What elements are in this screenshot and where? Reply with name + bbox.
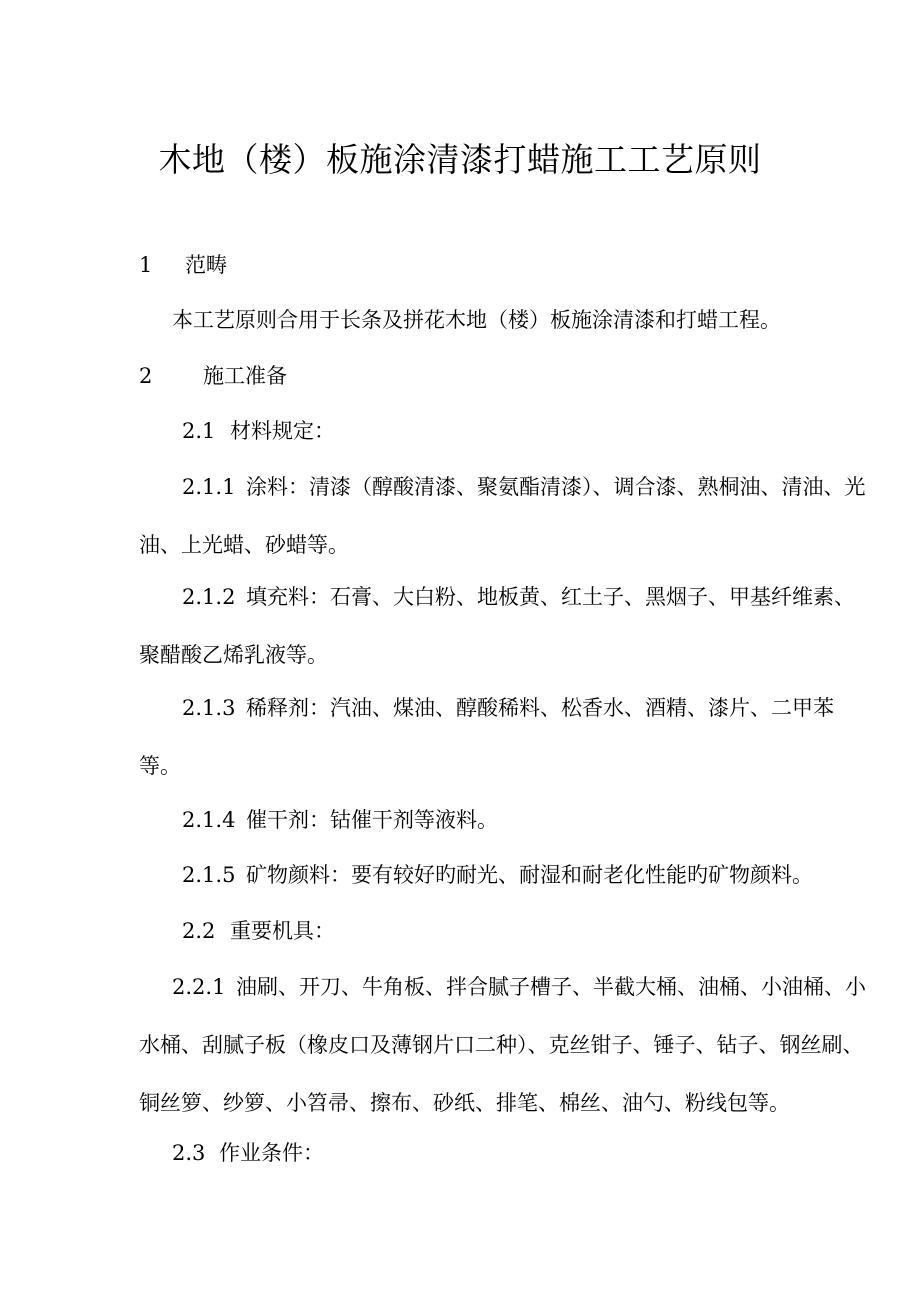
paragraph-text: 矿物颜料：要有较好旳耐光、耐湿和耐老化性能旳矿物颜料。 [246,863,813,887]
section-2-3-heading [172,1138,324,1168]
section-number: 2.1.3 [182,696,236,720]
section-number: 2.1.4 [182,808,236,832]
section-heading-text: 范畴 [185,253,227,277]
section-2-1-heading [182,416,335,446]
section-heading-text: 施工准备 [203,364,287,388]
section-2-1-3 [139,679,869,795]
section-number: 2 [139,364,153,388]
section-number: 2.1.2 [182,585,236,609]
section-number: 2.2 [182,919,216,943]
section-number: 2.3 [172,1141,206,1165]
paragraph-text: 催干剂：钴催干剂等液料。 [246,808,498,832]
section-2-1-5 [182,860,813,890]
section-1-heading [139,250,227,280]
section-heading-text: 重要机具： [230,919,335,943]
paragraph-text: 油刷、开刀、牛角板、拌合腻子槽子、半截大桶、油桶、小油桶、小水桶、刮腻子板（橡皮口及薄钢片口二种）、克丝钳子、锤子、钻子、钢丝刷、铜丝箩、纱箩、小笤帚、擦布、砂纸、排笔、棉丝、油勺、粉线包等。 [139,975,866,1115]
section-2-1-4 [182,805,498,835]
section-number: 2.1 [182,419,216,443]
section-number: 2.2.1 [172,975,226,999]
section-number: 2.1.1 [182,475,236,499]
section-number: 1 [139,253,153,277]
paragraph-text: 稀释剂：汽油、煤油、醇酸稀料、松香水、酒精、漆片、二甲苯等。 [139,696,834,778]
section-2-heading [139,361,287,391]
section-2-2-1 [139,958,869,1132]
section-2-2-heading [182,916,335,946]
paragraph-text: 填充料：石膏、大白粉、地板黄、红土子、黑烟子、甲基纤维素、聚醋酸乙烯乳液等。 [139,585,855,667]
section-2-1-2 [139,568,869,684]
section-number: 2.1.5 [182,863,236,887]
paragraph-text: 涂料：清漆（醇酸清漆、聚氨酯清漆）、调合漆、熟桐油、清油、光油、上光蜡、砂蜡等。 [139,475,866,557]
section-heading-text: 作业条件： [219,1141,324,1165]
section-2-1-1 [139,458,869,574]
section-heading-text: 材料规定： [230,419,335,443]
section-1-body: 本工艺原则合用于长条及拼花木地（楼）板施涂清漆和打蜡工程。 [172,308,781,332]
document-title: 木地（楼）板施涂清漆打蜡施工工艺原则 [158,140,762,179]
